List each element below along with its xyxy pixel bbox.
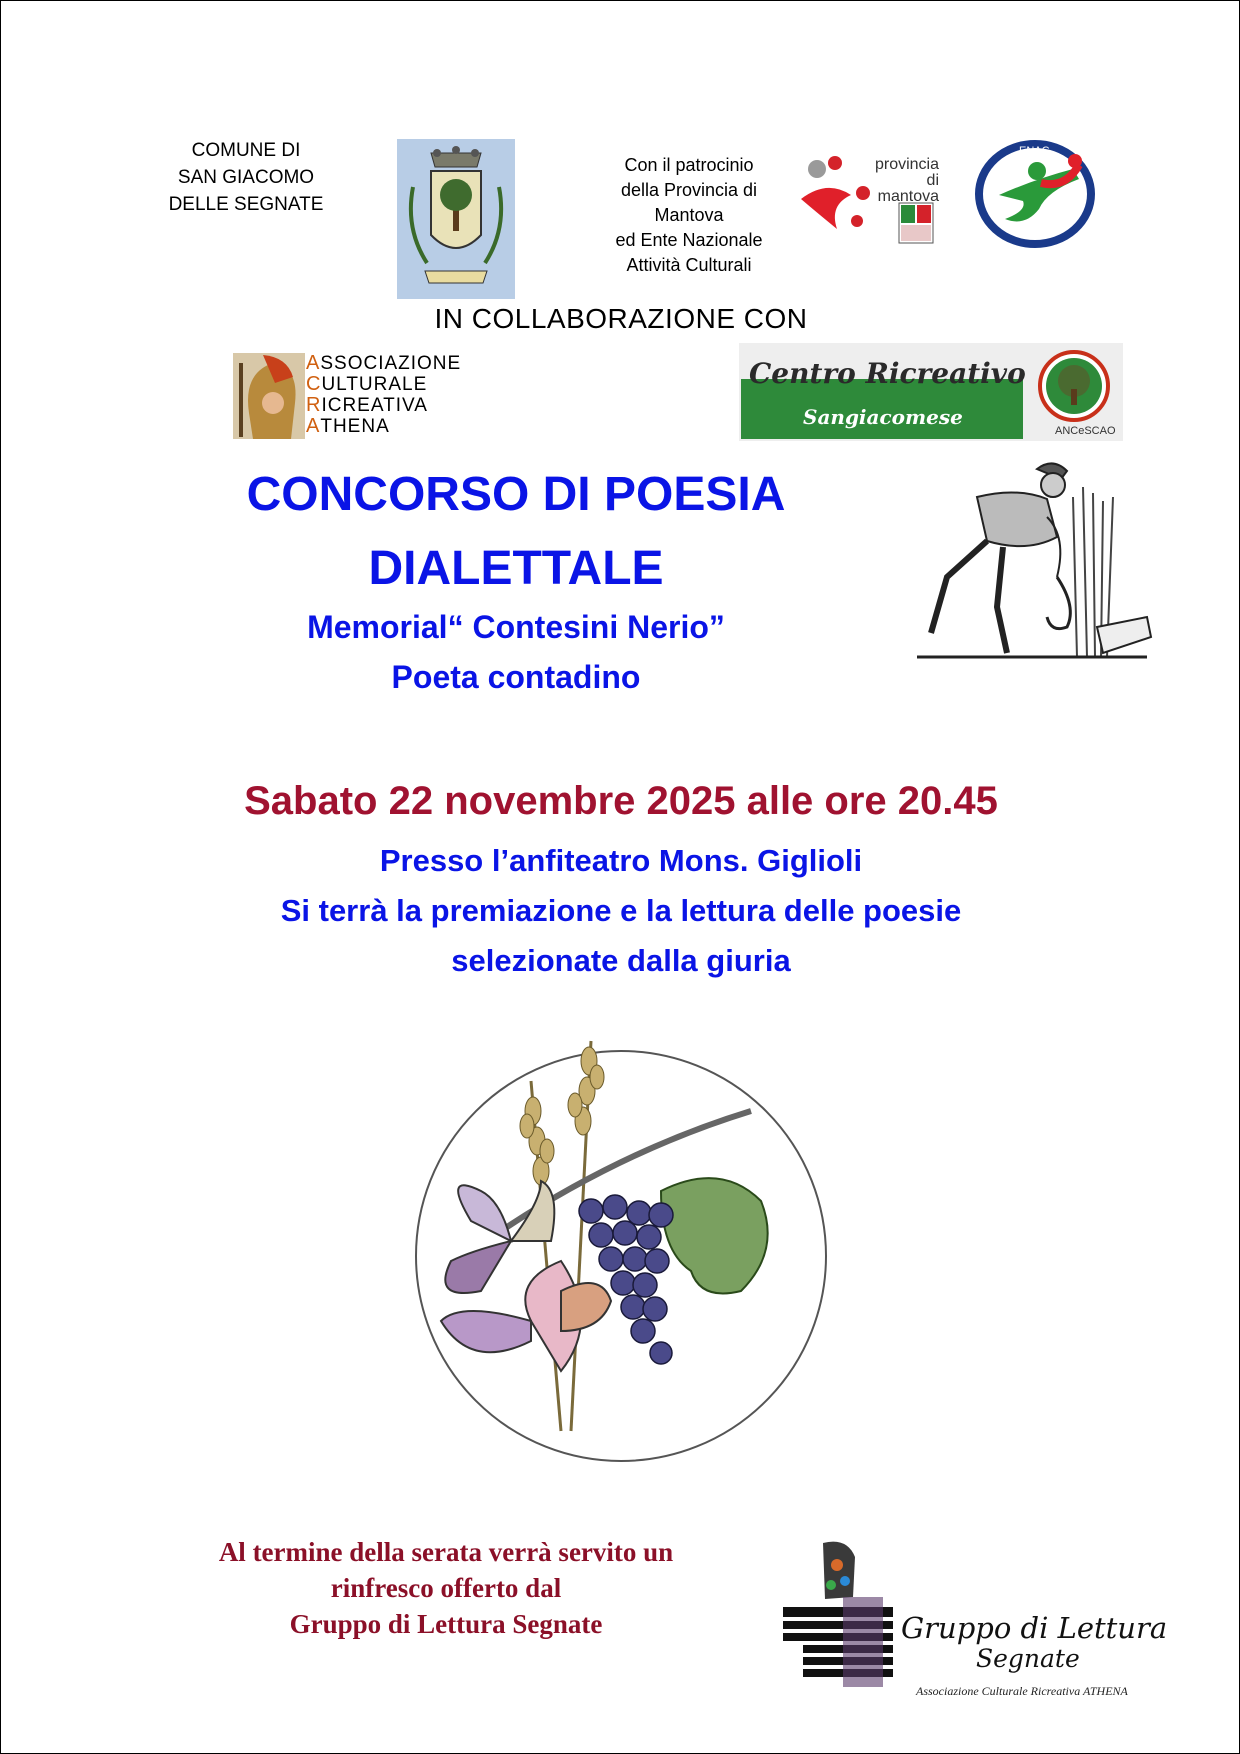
- enac-logo-text: ENAC: [1019, 145, 1050, 157]
- athena-word: ULTURALE: [321, 374, 428, 395]
- event-title-line2: DIALETTALE: [368, 542, 664, 595]
- provincia-logo-text: [867, 157, 939, 205]
- athena-word: SSOCIAZIONE: [320, 353, 462, 374]
- event-description-line: Si terrà la premiazione e la lettura delle poesie: [280, 893, 962, 928]
- coat-of-arms-icon: [397, 139, 515, 299]
- patrocinio-line: Attività Culturali: [626, 255, 752, 275]
- event-location: Presso l’anfiteatro Mons. Giglioli: [379, 843, 863, 878]
- gruppo-lettura-books-icon: [783, 1537, 903, 1691]
- event-title-line1: CONCORSO DI POESIA: [246, 468, 786, 521]
- footer-note-line: Al termine della serata verrà servito un: [218, 1537, 674, 1567]
- collaboration-label: IN COLLABORAZIONE CON: [434, 303, 808, 334]
- enac-logo: [975, 139, 1099, 249]
- event-description-line: selezionate dalla giuria: [451, 943, 791, 978]
- athena-initial: R: [306, 394, 322, 416]
- wheat-grapes-butterflies-illustration: [361, 1001, 841, 1481]
- patrocinio-text: [589, 153, 789, 278]
- patrocinio-line: Mantova: [654, 205, 724, 225]
- provincia-logo-line: provincia: [874, 156, 939, 173]
- farmer-illustration: [907, 457, 1157, 673]
- athena-line: [306, 353, 461, 374]
- comune-line: DELLE SEGNATE: [168, 194, 324, 215]
- patrocinio-line: della Provincia di: [620, 180, 758, 200]
- athena-word: THENA: [320, 416, 390, 437]
- athena-logo-text: [306, 353, 461, 437]
- footer-note-line: Gruppo di Lettura Segnate: [289, 1609, 603, 1639]
- patrocinio-line: Con il patrocinio: [624, 155, 754, 175]
- gruppo-lettura-association: Associazione Culturale Ricreativa ATHENA: [916, 1684, 1128, 1698]
- anceescao-label: ANCeSCAO: [1055, 425, 1116, 437]
- anceescao-tree-icon: [1029, 349, 1119, 423]
- athena-initial: C: [306, 373, 322, 395]
- athena-line: [306, 395, 461, 416]
- centro-subtitle: Sangiacomese: [803, 405, 963, 429]
- athena-initial: A: [306, 352, 321, 374]
- memorial-subtitle: Memorial“ Contesini Nerio”: [307, 609, 725, 645]
- athena-line: [306, 416, 461, 437]
- comune-label: [151, 137, 341, 218]
- footer-note-line: rinfresco offerto dal: [330, 1573, 562, 1603]
- patrocinio-line: ed Ente Nazionale: [615, 230, 763, 250]
- provincia-logo-line: di mantova: [877, 172, 939, 205]
- poeta-subtitle: Poeta contadino: [391, 659, 641, 695]
- comune-line: COMUNE DI: [191, 140, 301, 161]
- gruppo-lettura-subtitle: Segnate: [976, 1644, 1080, 1673]
- athena-line: [306, 374, 461, 395]
- athena-helmet-icon: [233, 353, 305, 439]
- event-date: Sabato 22 novembre 2025 alle ore 20.45: [244, 779, 998, 823]
- athena-initial: A: [306, 415, 321, 437]
- centro-ricreativo-logo: [739, 343, 1123, 441]
- centro-title: Centro Ricreativo: [749, 357, 1026, 390]
- athena-word: ICREATIVA: [321, 395, 428, 416]
- provincia-mantova-logo: [797, 149, 943, 249]
- gruppo-lettura-title: Gruppo di Lettura: [901, 1611, 1168, 1645]
- comune-line: SAN GIACOMO: [177, 167, 315, 188]
